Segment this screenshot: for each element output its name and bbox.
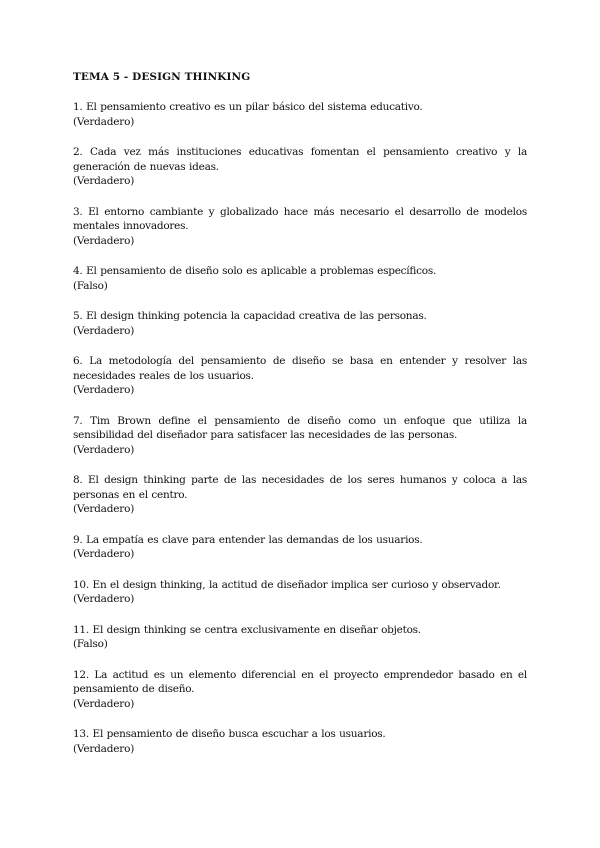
question-text: 10. En el design thinking, la actitud de diseñador implica ser curioso y observador. [73, 578, 501, 591]
question-answer: (Verdadero) [73, 742, 135, 755]
question-text: 2. Cada vez más instituciones educativas fomentan el pensamiento creativo y la generación de nuevas ideas. [73, 146, 527, 173]
question-answer: (Verdadero) [73, 443, 135, 456]
question-answer: (Verdadero) [73, 234, 135, 247]
question-answer: (Verdadero) [73, 384, 135, 396]
question-answer: (Falso) [73, 638, 108, 650]
question-item-11 [73, 623, 527, 652]
question-item-8 [73, 473, 527, 517]
question-item-13 [73, 727, 527, 756]
question-text: 13. El pensamiento de diseño busca escuchar a los usuarios. [73, 728, 386, 740]
question-text: 6. La metodología del pensamiento de diseño se basa en entender y resolver las necesidades reales de los usuarios. [73, 355, 527, 382]
question-text: 7. Tim Brown define el pensamiento de diseño como un enfoque que utiliza la sensibilidad del diseñador para satisfacer las necesidades de las personas. [73, 414, 527, 441]
question-answer: (Verdadero) [73, 175, 135, 187]
question-item-1 [73, 100, 527, 129]
question-answer: (Verdadero) [73, 593, 135, 605]
question-item-10 [73, 578, 527, 607]
document-page [73, 70, 527, 772]
question-text: 12. La actitud es un elemento diferencial en el proyecto emprendedor basado en el pensamiento de diseño. [73, 668, 527, 695]
question-answer: (Verdadero) [73, 115, 135, 128]
question-answer: (Verdadero) [73, 548, 135, 560]
document-title: TEMA 5 - DESIGN THINKING [73, 71, 251, 83]
question-text: 4. El pensamiento de diseño solo es aplicable a problemas específicos. [73, 265, 437, 277]
question-item-7 [73, 414, 527, 458]
question-text: 5. El design thinking potencia la capacidad creativa de las personas. [73, 310, 427, 322]
question-text: 9. La empatía es clave para entender las demandas de los usuarios. [73, 533, 423, 546]
question-text: 8. El design thinking parte de las necesidades de los seres humanos y coloca a las personas en el centro. [73, 474, 527, 501]
question-item-4 [73, 264, 527, 293]
question-item-3 [73, 205, 527, 249]
question-item-2 [73, 145, 527, 189]
question-answer: (Falso) [73, 279, 108, 292]
question-item-5 [73, 309, 527, 338]
question-text: 3. El entorno cambiante y globalizado hace más necesario el desarrollo de modelos mentales innovadores. [73, 205, 527, 232]
question-answer: (Verdadero) [73, 697, 135, 710]
question-text: 11. El design thinking se centra exclusivamente en diseñar objetos. [73, 623, 421, 636]
question-answer: (Verdadero) [73, 324, 135, 337]
question-item-12 [73, 668, 527, 712]
question-item-9 [73, 533, 527, 562]
question-answer: (Verdadero) [73, 503, 135, 515]
question-text: 1. El pensamiento creativo es un pilar básico del sistema educativo. [73, 101, 423, 113]
question-item-6 [73, 354, 527, 398]
